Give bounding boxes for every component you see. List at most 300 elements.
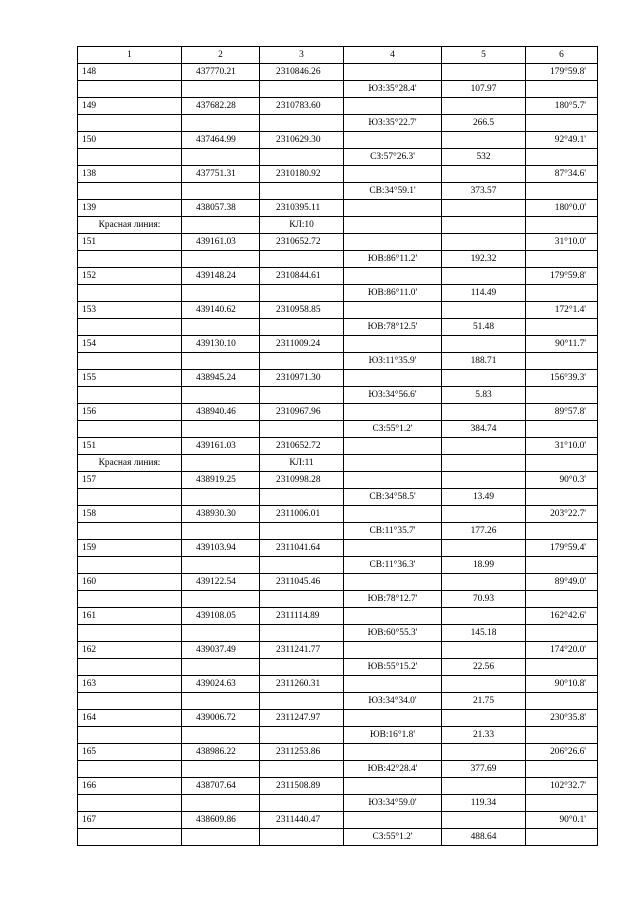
table-cell — [442, 710, 526, 727]
table-cell: 438930.30 — [182, 506, 260, 523]
table-cell — [344, 574, 442, 591]
table-cell: 159 — [78, 540, 182, 557]
table-cell — [78, 795, 182, 812]
table-cell — [78, 523, 182, 540]
table-cell — [442, 472, 526, 489]
table-cell — [442, 812, 526, 829]
table-cell: 439108.05 — [182, 608, 260, 625]
table-cell: 2311247.97 — [260, 710, 344, 727]
table-cell: ЮВ:16°1.8' — [344, 727, 442, 744]
table-cell: 437770.21 — [182, 64, 260, 81]
table-cell: Красная линия: — [78, 217, 182, 234]
table-cell — [260, 659, 344, 676]
table-cell: 203°22.7' — [526, 506, 598, 523]
table-cell: 163 — [78, 676, 182, 693]
table-cell — [442, 744, 526, 761]
table-cell — [260, 353, 344, 370]
table-cell: 2311114.89 — [260, 608, 344, 625]
table-cell: 179°59.4' — [526, 540, 598, 557]
table-cell — [182, 251, 260, 268]
table-cell: 164 — [78, 710, 182, 727]
table-cell — [344, 200, 442, 217]
table-cell: 437464.99 — [182, 132, 260, 149]
table-cell — [344, 302, 442, 319]
table-cell: 102°32.7' — [526, 778, 598, 795]
table-cell — [78, 693, 182, 710]
table-cell: 5.83 — [442, 387, 526, 404]
table-row — [78, 608, 598, 625]
table-row — [78, 370, 598, 387]
table-cell: 2311045.46 — [260, 574, 344, 591]
table-cell — [344, 710, 442, 727]
table-cell: 2310967.96 — [260, 404, 344, 421]
table-row — [78, 115, 598, 132]
table-cell — [182, 625, 260, 642]
table-cell — [260, 81, 344, 98]
table-cell: 2310652.72 — [260, 438, 344, 455]
table-cell: ЮЗ:34°34.0' — [344, 693, 442, 710]
table-cell — [260, 421, 344, 438]
table-cell — [182, 761, 260, 778]
table-cell — [78, 115, 182, 132]
table-cell: 87°34.6' — [526, 166, 598, 183]
table-cell: 107.97 — [442, 81, 526, 98]
table-cell — [78, 625, 182, 642]
table-row — [78, 200, 598, 217]
table-cell: ЮВ:55°15.2' — [344, 659, 442, 676]
table-row — [78, 710, 598, 727]
table-cell — [260, 625, 344, 642]
table-cell — [182, 557, 260, 574]
table-cell: 156 — [78, 404, 182, 421]
table-cell: 70.93 — [442, 591, 526, 608]
table-row — [78, 251, 598, 268]
table-cell: 21.75 — [442, 693, 526, 710]
table-cell — [182, 353, 260, 370]
table-row — [78, 761, 598, 778]
table-cell — [442, 438, 526, 455]
table-row — [78, 540, 598, 557]
table-row — [78, 778, 598, 795]
table-cell — [78, 659, 182, 676]
table-cell — [442, 455, 526, 472]
table-cell: 2311260.31 — [260, 676, 344, 693]
table-cell — [344, 744, 442, 761]
table-cell: 89°57.8' — [526, 404, 598, 421]
table-cell — [182, 591, 260, 608]
table-cell — [182, 285, 260, 302]
table-cell: 438940.46 — [182, 404, 260, 421]
table-cell — [344, 812, 442, 829]
table-cell: 51.48 — [442, 319, 526, 336]
table-cell: 151 — [78, 234, 182, 251]
table-cell — [78, 421, 182, 438]
table-cell — [442, 166, 526, 183]
table-cell: 2311241.77 — [260, 642, 344, 659]
table-cell — [442, 234, 526, 251]
table-row — [78, 506, 598, 523]
table-cell: 138 — [78, 166, 182, 183]
table-cell: 2311041.64 — [260, 540, 344, 557]
table-cell: 158 — [78, 506, 182, 523]
table-row — [78, 132, 598, 149]
table-cell: 2310395.11 — [260, 200, 344, 217]
table-cell: 377.69 — [442, 761, 526, 778]
table-cell: 160 — [78, 574, 182, 591]
table-cell: 437751.31 — [182, 166, 260, 183]
table-row — [78, 98, 598, 115]
table-cell — [260, 727, 344, 744]
table-cell: 373.57 — [442, 183, 526, 200]
table-cell: КЛ:10 — [260, 217, 344, 234]
table-cell — [442, 302, 526, 319]
table-cell: 2311253.86 — [260, 744, 344, 761]
table-cell — [526, 285, 598, 302]
table-cell — [182, 387, 260, 404]
table-cell — [344, 438, 442, 455]
table-cell — [182, 829, 260, 846]
table-cell: 439006.72 — [182, 710, 260, 727]
table-cell — [442, 132, 526, 149]
table-cell — [526, 115, 598, 132]
table-row — [78, 557, 598, 574]
table-cell — [344, 166, 442, 183]
table-row — [78, 64, 598, 81]
table-row — [78, 285, 598, 302]
table-cell: 179°59.8' — [526, 64, 598, 81]
table-cell — [442, 404, 526, 421]
table-row — [78, 829, 598, 846]
table-row — [78, 693, 598, 710]
table-cell — [78, 591, 182, 608]
table-row — [78, 489, 598, 506]
table-cell: 2310180.92 — [260, 166, 344, 183]
table-cell: ЮЗ:35°22.7' — [344, 115, 442, 132]
table-cell: ЮЗ:11°35.9' — [344, 353, 442, 370]
table-row — [78, 795, 598, 812]
table-row — [78, 404, 598, 421]
table-cell — [260, 115, 344, 132]
table-cell — [260, 251, 344, 268]
table-cell — [526, 489, 598, 506]
table-cell: 438945.24 — [182, 370, 260, 387]
table-cell — [344, 642, 442, 659]
table-cell — [260, 183, 344, 200]
table-cell: 266.5 — [442, 115, 526, 132]
table-cell — [260, 829, 344, 846]
table-cell — [78, 251, 182, 268]
table-cell: 384.74 — [442, 421, 526, 438]
table-cell: 2310783.60 — [260, 98, 344, 115]
table-cell: 2311508.89 — [260, 778, 344, 795]
table-cell — [442, 642, 526, 659]
table-row — [78, 268, 598, 285]
table-cell: ЮВ:60°55.3' — [344, 625, 442, 642]
table-row — [78, 659, 598, 676]
table-cell — [442, 200, 526, 217]
table-cell — [78, 353, 182, 370]
table-cell: 180°0.0' — [526, 200, 598, 217]
table-cell — [344, 608, 442, 625]
table-cell: 90°0.3' — [526, 472, 598, 489]
table-cell — [182, 489, 260, 506]
table-cell — [260, 523, 344, 540]
table-cell: 2310998.28 — [260, 472, 344, 489]
table-row — [78, 319, 598, 336]
table-cell: 90°10.8' — [526, 676, 598, 693]
table-cell: 439024.63 — [182, 676, 260, 693]
table-cell — [344, 336, 442, 353]
table-cell: 151 — [78, 438, 182, 455]
table-cell — [260, 693, 344, 710]
table-cell: ЮВ:86°11.0' — [344, 285, 442, 302]
table-cell: 13.49 — [442, 489, 526, 506]
table-cell: 167 — [78, 812, 182, 829]
table-cell: 230°35.8' — [526, 710, 598, 727]
header-cell: 2 — [182, 47, 260, 64]
table-cell: 2311009.24 — [260, 336, 344, 353]
table-cell — [344, 370, 442, 387]
table-cell: 21.33 — [442, 727, 526, 744]
table-cell: 162°42.6' — [526, 608, 598, 625]
table-body — [78, 64, 598, 846]
table-cell — [526, 829, 598, 846]
table-cell: 155 — [78, 370, 182, 387]
table-cell: 439161.03 — [182, 438, 260, 455]
table-cell: 439103.94 — [182, 540, 260, 557]
table-cell — [78, 319, 182, 336]
table-row — [78, 217, 598, 234]
table-cell: 188.71 — [442, 353, 526, 370]
table-row — [78, 812, 598, 829]
table-cell: СВ:11°35.7' — [344, 523, 442, 540]
table-cell: 166 — [78, 778, 182, 795]
table-cell: 148 — [78, 64, 182, 81]
table-cell — [182, 319, 260, 336]
table-cell — [182, 183, 260, 200]
table-cell — [260, 795, 344, 812]
table-cell — [442, 64, 526, 81]
header-cell: 1 — [78, 47, 182, 64]
table-cell — [526, 319, 598, 336]
table-cell — [442, 778, 526, 795]
table-cell: 157 — [78, 472, 182, 489]
table-cell — [78, 829, 182, 846]
table-cell: 150 — [78, 132, 182, 149]
table-row — [78, 353, 598, 370]
table-cell — [260, 591, 344, 608]
table-cell: 206°26.6' — [526, 744, 598, 761]
table-row — [78, 336, 598, 353]
table-cell: 161 — [78, 608, 182, 625]
table-cell: 2310844.61 — [260, 268, 344, 285]
table-cell: 532 — [442, 149, 526, 166]
table-row — [78, 455, 598, 472]
table-cell: 439130.10 — [182, 336, 260, 353]
table-cell — [78, 387, 182, 404]
table-cell: 114.49 — [442, 285, 526, 302]
table-cell — [344, 778, 442, 795]
table-cell — [344, 217, 442, 234]
table-cell — [526, 761, 598, 778]
table-cell: 2311440.47 — [260, 812, 344, 829]
table-cell — [260, 489, 344, 506]
table-cell: 438057.38 — [182, 200, 260, 217]
table-row — [78, 387, 598, 404]
table-cell: 488.64 — [442, 829, 526, 846]
table-cell — [526, 183, 598, 200]
table-cell — [344, 64, 442, 81]
table-cell: 2310958.85 — [260, 302, 344, 319]
table-cell — [260, 387, 344, 404]
header-row — [78, 47, 598, 64]
table-row — [78, 472, 598, 489]
table-cell — [344, 404, 442, 421]
table-cell: 439161.03 — [182, 234, 260, 251]
table-cell — [442, 676, 526, 693]
table-cell — [526, 353, 598, 370]
table-cell: СВ:34°58.5' — [344, 489, 442, 506]
table-cell: 119.34 — [442, 795, 526, 812]
table-cell: 179°59.8' — [526, 268, 598, 285]
table-cell — [78, 761, 182, 778]
table-cell: 156°39.3' — [526, 370, 598, 387]
table-cell — [526, 795, 598, 812]
table-cell: 145.18 — [442, 625, 526, 642]
table-cell — [526, 455, 598, 472]
table-cell — [260, 557, 344, 574]
table-cell: 22.56 — [442, 659, 526, 676]
table-row — [78, 574, 598, 591]
table-cell: 18.99 — [442, 557, 526, 574]
table-cell: 439122.54 — [182, 574, 260, 591]
header-cell: 6 — [526, 47, 598, 64]
table-cell: 89°49.0' — [526, 574, 598, 591]
table-row — [78, 81, 598, 98]
table-cell — [182, 217, 260, 234]
table-row — [78, 642, 598, 659]
table-cell — [526, 727, 598, 744]
table-cell: 439148.24 — [182, 268, 260, 285]
table-cell: 438609.86 — [182, 812, 260, 829]
table-cell — [442, 608, 526, 625]
table-cell — [442, 336, 526, 353]
table-cell — [260, 285, 344, 302]
table-cell: ЮВ:78°12.7' — [344, 591, 442, 608]
coordinates-table — [77, 46, 598, 846]
table-row — [78, 234, 598, 251]
table-cell: 437682.28 — [182, 98, 260, 115]
table-cell: 192.32 — [442, 251, 526, 268]
table-cell: 149 — [78, 98, 182, 115]
table-cell — [344, 472, 442, 489]
table-cell — [78, 285, 182, 302]
table-cell — [78, 149, 182, 166]
table-cell — [442, 98, 526, 115]
table-cell — [182, 795, 260, 812]
table-cell: СВ:34°59.1' — [344, 183, 442, 200]
table-cell — [182, 81, 260, 98]
table-cell: КЛ:11 — [260, 455, 344, 472]
table-cell: 31°10.0' — [526, 438, 598, 455]
table-row — [78, 625, 598, 642]
table-cell: 438919.25 — [182, 472, 260, 489]
table-cell: 172°1.4' — [526, 302, 598, 319]
table-row — [78, 727, 598, 744]
table-row — [78, 302, 598, 319]
table-cell: 439037.49 — [182, 642, 260, 659]
table-cell — [78, 183, 182, 200]
table-cell: 153 — [78, 302, 182, 319]
table-cell — [526, 591, 598, 608]
table-cell: 2310971.30 — [260, 370, 344, 387]
table-cell — [78, 81, 182, 98]
table-cell — [526, 693, 598, 710]
table-cell — [182, 693, 260, 710]
table-cell: ЮЗ:34°59.0' — [344, 795, 442, 812]
header-cell: 5 — [442, 47, 526, 64]
table-cell — [526, 81, 598, 98]
table-cell: СЗ:57°26.3' — [344, 149, 442, 166]
table-cell: 154 — [78, 336, 182, 353]
table-cell: ЮВ:42°28.4' — [344, 761, 442, 778]
table-cell: 439140.62 — [182, 302, 260, 319]
table-cell — [526, 557, 598, 574]
table-cell — [526, 387, 598, 404]
table-cell — [526, 659, 598, 676]
table-cell — [182, 727, 260, 744]
table-cell — [526, 149, 598, 166]
table-cell — [344, 132, 442, 149]
table-cell — [182, 115, 260, 132]
table-cell: Красная линия: — [78, 455, 182, 472]
table-row — [78, 421, 598, 438]
table-cell: 438986.22 — [182, 744, 260, 761]
table-cell — [526, 251, 598, 268]
table-cell — [344, 676, 442, 693]
table-cell: 162 — [78, 642, 182, 659]
table-cell: ЮЗ:34°56.6' — [344, 387, 442, 404]
table-cell — [442, 268, 526, 285]
table-cell — [526, 523, 598, 540]
table-cell: 2310629.30 — [260, 132, 344, 149]
table-cell: СВ:11°36.3' — [344, 557, 442, 574]
table-cell — [442, 370, 526, 387]
table-row — [78, 438, 598, 455]
table-cell: 152 — [78, 268, 182, 285]
table-cell — [182, 421, 260, 438]
table-cell — [344, 506, 442, 523]
table-cell — [526, 625, 598, 642]
table-row — [78, 149, 598, 166]
table-cell: 2310846.26 — [260, 64, 344, 81]
table-row — [78, 166, 598, 183]
table-cell: 92°49.1' — [526, 132, 598, 149]
table-cell — [182, 149, 260, 166]
table-cell: 177.26 — [442, 523, 526, 540]
table-cell — [526, 217, 598, 234]
table-cell — [344, 98, 442, 115]
table-cell — [344, 268, 442, 285]
header-cell: 4 — [344, 47, 442, 64]
table-cell — [344, 540, 442, 557]
table-row — [78, 676, 598, 693]
table-cell — [344, 234, 442, 251]
table-row — [78, 591, 598, 608]
table-cell — [260, 761, 344, 778]
table-cell — [442, 506, 526, 523]
table-cell — [182, 523, 260, 540]
